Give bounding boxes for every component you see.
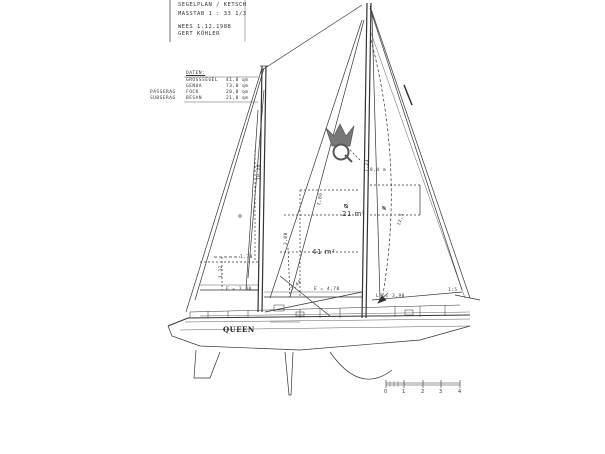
sail-row-3-value: 20,0 qm xyxy=(226,90,249,95)
title-line-2: MASSTAB 1 : 33 1/3 xyxy=(178,11,247,17)
scale-tick-1: 1 xyxy=(402,389,406,395)
label-upper-b: 10,28 xyxy=(257,163,262,180)
scale-tick-3: 3 xyxy=(439,389,443,395)
title-frame xyxy=(170,0,245,42)
main-sail xyxy=(264,20,364,316)
sail-row-2-value: 73,0 qm xyxy=(226,84,249,89)
title-line-4: GERT KÖHLER xyxy=(178,31,220,37)
sail-row-4-name: BESAN xyxy=(186,96,203,101)
label-ring: 2,86 xyxy=(317,192,325,206)
label-foot: 1,78 xyxy=(240,255,253,260)
scale-bar xyxy=(386,380,460,388)
sail-row-1-value: 41,0 qm xyxy=(226,78,249,83)
sail-row-1-name: GROSSSEGEL xyxy=(186,78,219,83)
label-ratio: 1:5 xyxy=(448,288,458,293)
scale-tick-4: 4 xyxy=(458,389,462,395)
sail-row-4-value: 21,0 qm xyxy=(226,96,249,101)
title-line-3: WEES 1.12.1988 xyxy=(178,24,232,30)
crown-logo-icon xyxy=(326,124,354,162)
label-foretriangle: 8,4 m xyxy=(370,168,387,173)
label-e-main: E = 4,70 xyxy=(314,287,340,292)
label-main-area: 21 m² xyxy=(342,210,366,218)
title-line-1: SEGELPLAN / KETSCH xyxy=(178,2,247,8)
sail-row-3-prefix: PASSERAG xyxy=(150,90,176,95)
label-p-main: 2,00 xyxy=(284,232,289,245)
label-upper-a: 7,23 xyxy=(365,159,370,172)
label-p-mizzen: 1,32 xyxy=(219,265,224,278)
scale-tick-2: 2 xyxy=(421,389,425,395)
label-luff-right: 12,5 xyxy=(397,212,406,227)
sail-table-header: DATEN: xyxy=(186,71,206,76)
sail-row-3-name: FOCK xyxy=(186,90,199,95)
sail-row-2-name: GENUA xyxy=(186,84,203,89)
label-lp: LP = 3,90 xyxy=(376,294,405,299)
label-fore: 2,44 xyxy=(290,279,304,292)
genoa-sail xyxy=(370,8,465,303)
sail-row-4-prefix: SUBSERAG xyxy=(150,96,176,101)
hull xyxy=(168,312,470,395)
sail-table-frame xyxy=(184,77,258,102)
scale-tick-0: 0 xyxy=(384,389,388,395)
boat-name: QUEEN xyxy=(223,325,255,334)
forestay xyxy=(370,6,480,300)
label-e-mizzen: E = 3,30 xyxy=(226,287,252,292)
label-genoa-area: 41 m² xyxy=(312,248,336,256)
